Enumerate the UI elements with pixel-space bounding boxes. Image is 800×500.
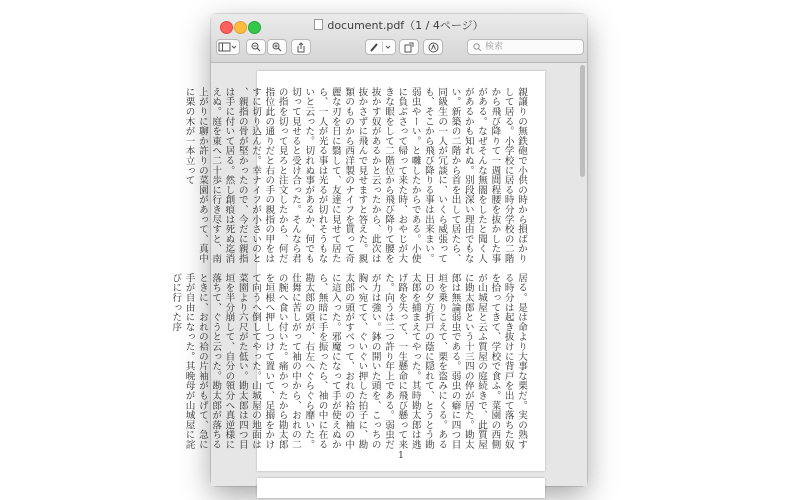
zoom-in-button[interactable] xyxy=(267,39,287,55)
rotate-icon xyxy=(404,42,415,53)
markup-pen-button[interactable] xyxy=(365,39,396,55)
search-placeholder: 検索 xyxy=(485,42,504,52)
sidebar-icon xyxy=(218,42,238,52)
search-icon xyxy=(473,43,482,52)
document-view[interactable] xyxy=(170,63,587,486)
rotate-button[interactable] xyxy=(399,39,419,55)
page-text-lower: 居る。是は命より大事な栗だ。実の熟す る時分は起き抜けに背戸を出て落ちた奴 を拾ってきて、学校で食ふ。菜園の西側 が山城屋と云ふ質屋の庭続きで、此質屋 に勘太郎という十三四の倅が居た。勘太 郎は無論弱虫である。弱虫の癖に四つ目 垣を乗りこえて、栗を盗みにくる。ある 日の夕方折戸の蔭に隠れて、とうとう勘 太郎を捕まえてやった。其時勘太郎は逃 げ路を失って、一生懸命に飛び懸って来 た。向うは二つ許り年上である。弱虫だ が力は強い。鉢の開いた頭を、こっちの 胸へ宛てて、ぐいぐい押した拍子に、勘 太郎の頭がすべって、おれの袷の袖の中 に這入った。邪魔になって手が使えぬか ら、無暗に手を振ったら、袖の中に在る 勘太郎の頭が、右左へぐらぐら靡いた。 仕舞に苦しがって袖の中から、おれの二 の腕へ食い付いた。痛かったから勘太郎 を垣根へ押しつけて置いて、足搦をかけ て向うへ倒してやった。山城屋の地面は 菜園より六尺がた低い。勘太郎は四つ目 垣を半分崩して、自分の領分へ真逆様に 落ちて、ぐうと云った。勘太郎が落ちる ときに、おれの袷の片袖がもげて、急に 手が自由になった。其晩母が山城屋に詫 びに行った序 xyxy=(170,273,527,450)
markup-circle-icon xyxy=(428,42,439,53)
pdf-page-2 xyxy=(257,478,545,498)
window-title-text: document.pdf（1 / 4ページ） xyxy=(327,19,484,32)
share-icon xyxy=(296,42,306,53)
page-text-upper: 親譲りの無鉄砲で小供の時から損ばかり して居る。小学校に居る時分学校の二階 から飛び降りて一週間程腰を抜かした事 がある。なぜそんな無闇をしたと聞く人 があるかも知れぬ。別段深い理由でもな い。新築の二階から首を出して居たら、 同級生の一人が冗談に、いくら威張って も、そこから飛び降りる事は出来まい。 弱虫やーい。と囃したからである。小使 に負ぶさって帰って来た時、おやじが大 きな眼をして二階位から飛び降りて腰を 抜かす奴があるかと云ったから、此次は 抜かさずに飛んで見せますと答えた。親 類のものから西洋製のナイフを貰って奇 麗な刃を日に翳して、友達に見せて居た ら、一人が光る事は光るが切れそうもな いと云った。切れぬ事があるか、何でも 切って見せると受け合った。そんなら君 の指を切って見ろと注文したから、何だ 指位此の通りだと右の手の親指の甲をは すに切り込んだ。幸ナイフが小さいのと 、親指の骨が堅かったので、今だに親指 は手に付いて居る。然し創痕は死ぬ迄消 えぬ。庭を東へ二十歩に行き尽すと、南 上がりに聊か許りの菜園があって、真中 に栗の木が一本立って xyxy=(183,87,527,264)
preview-window xyxy=(170,14,587,486)
search-field[interactable] xyxy=(467,39,584,55)
zoom-out-icon xyxy=(251,42,261,52)
pdf-page-1 xyxy=(170,71,545,471)
pen-icon xyxy=(368,42,394,52)
page-number: 1 xyxy=(398,451,404,461)
window-title xyxy=(211,19,587,33)
document-icon xyxy=(314,19,323,30)
vertical-scrollbar[interactable] xyxy=(580,65,585,177)
annotate-button[interactable] xyxy=(423,39,443,55)
sidebar-button[interactable] xyxy=(216,39,240,55)
titlebar xyxy=(211,14,587,63)
share-button[interactable] xyxy=(291,39,311,55)
zoom-out-button[interactable] xyxy=(246,39,266,55)
zoom-in-icon xyxy=(272,42,282,52)
